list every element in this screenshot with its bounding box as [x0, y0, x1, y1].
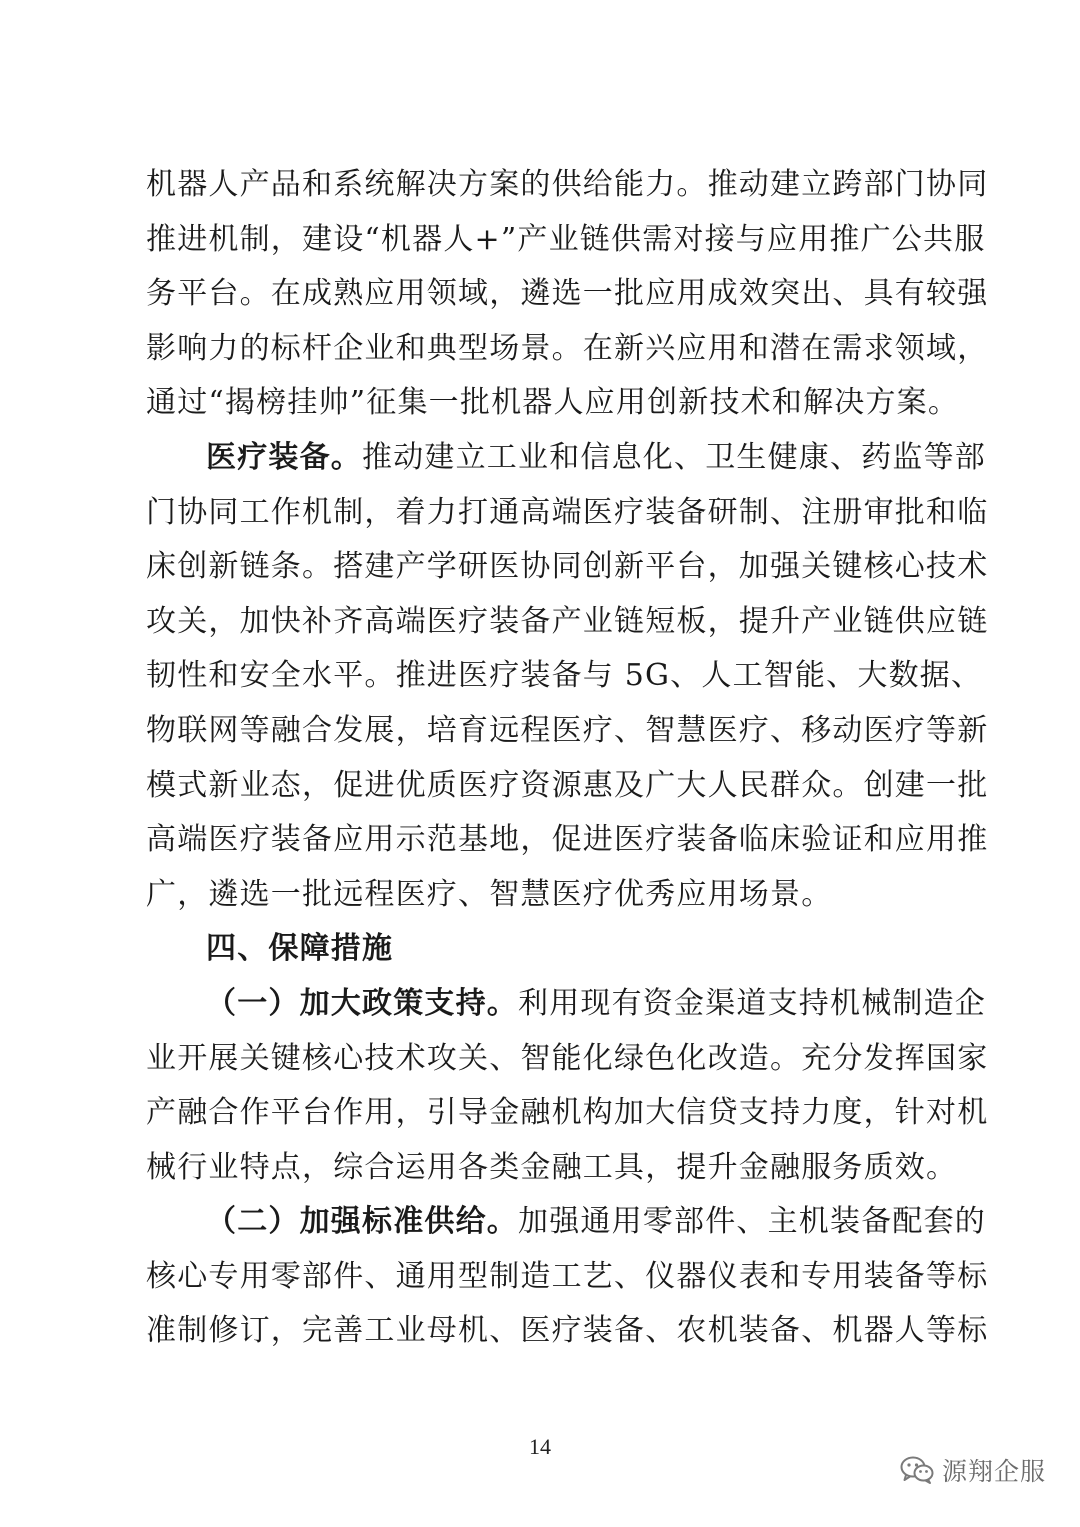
paragraph-heading: 医疗装备。 [206, 439, 362, 475]
paragraph-line: 务平台。在成熟应用领域，遴选一批应用成效突出、具有较强 [146, 276, 989, 312]
watermark [900, 1452, 1046, 1488]
paragraph-line: 韧性和安全水平。推进医疗装备与 5G、人工智能、大数据、 [146, 658, 983, 694]
paragraph-heading: （二）加强标准供给。 [206, 1204, 518, 1240]
paragraph-line: 业开展关键核心技术攻关、智能化绿色化改造。充分发挥国家 [146, 1040, 989, 1076]
body-text [146, 158, 989, 1359]
paragraph-line: 机器人产品和系统解决方案的供给能力。推动建立跨部门协同 [146, 167, 989, 202]
paragraph-text: 加强通用零部件、主机装备配套的 [518, 1204, 986, 1240]
paragraph-line: 床创新链条。搭建产学研医协同创新平台，加强关键核心技术 [146, 549, 989, 585]
paragraph-heading: （一）加大政策支持。 [206, 985, 518, 1021]
paragraph-line: 攻关，加快补齐高端医疗装备产业链短板，提升产业链供应链 [146, 603, 989, 639]
paragraph-line: 影响力的标杆企业和典型场景。在新兴应用和潜在需求领域， [146, 330, 989, 366]
paragraph-line: 械行业特点，综合运用各类金融工具，提升金融服务质效。 [146, 1149, 958, 1185]
paragraph-line: 模式新业态，促进优质医疗资源惠及广大人民群众。创建一批 [146, 767, 989, 803]
paragraph-line: 广，遴选一批远程医疗、智慧医疗优秀应用场景。 [146, 876, 833, 912]
paragraph-line: 物联网等融合发展，培育远程医疗、智慧医疗、移动医疗等新 [146, 712, 989, 748]
watermark-text: 源翔企服 [941, 1457, 1046, 1486]
paragraph-line: 推进机制，建设“机器人+”产业链供需对接与应用推广公共服 [146, 221, 986, 257]
paragraph-line: 高端医疗装备应用示范基地，促进医疗装备临床验证和应用推 [146, 822, 989, 858]
paragraph-first-line [146, 431, 986, 486]
paragraph-line: 门协同工作机制，着力打通高端医疗装备研制、注册审批和临 [146, 494, 989, 530]
section-heading: 四、保障措施 [206, 931, 394, 967]
paragraph-line: 通过“揭榜挂帅”征集一批机器人应用创新技术和解决方案。 [146, 385, 960, 421]
wechat-icon [900, 1456, 934, 1484]
paragraph-text: 利用现有资金渠道支持机械制造企 [518, 985, 986, 1021]
paragraph-text: 推动建立工业和信息化、卫生健康、药监等部 [362, 439, 986, 475]
paragraph-first-line [146, 1195, 986, 1250]
paragraph-first-line [146, 977, 986, 1032]
paragraph-line: 核心专用零部件、通用型制造工艺、仪器仪表和专用装备等标 [146, 1258, 989, 1294]
paragraph-line: 准制修订，完善工业母机、医疗装备、农机装备、机器人等标 [146, 1313, 989, 1349]
paragraph-line: 产融合作平台作用，引导金融机构加大信贷支持力度，针对机 [146, 1095, 989, 1131]
page-number: 14 [529, 1434, 551, 1459]
